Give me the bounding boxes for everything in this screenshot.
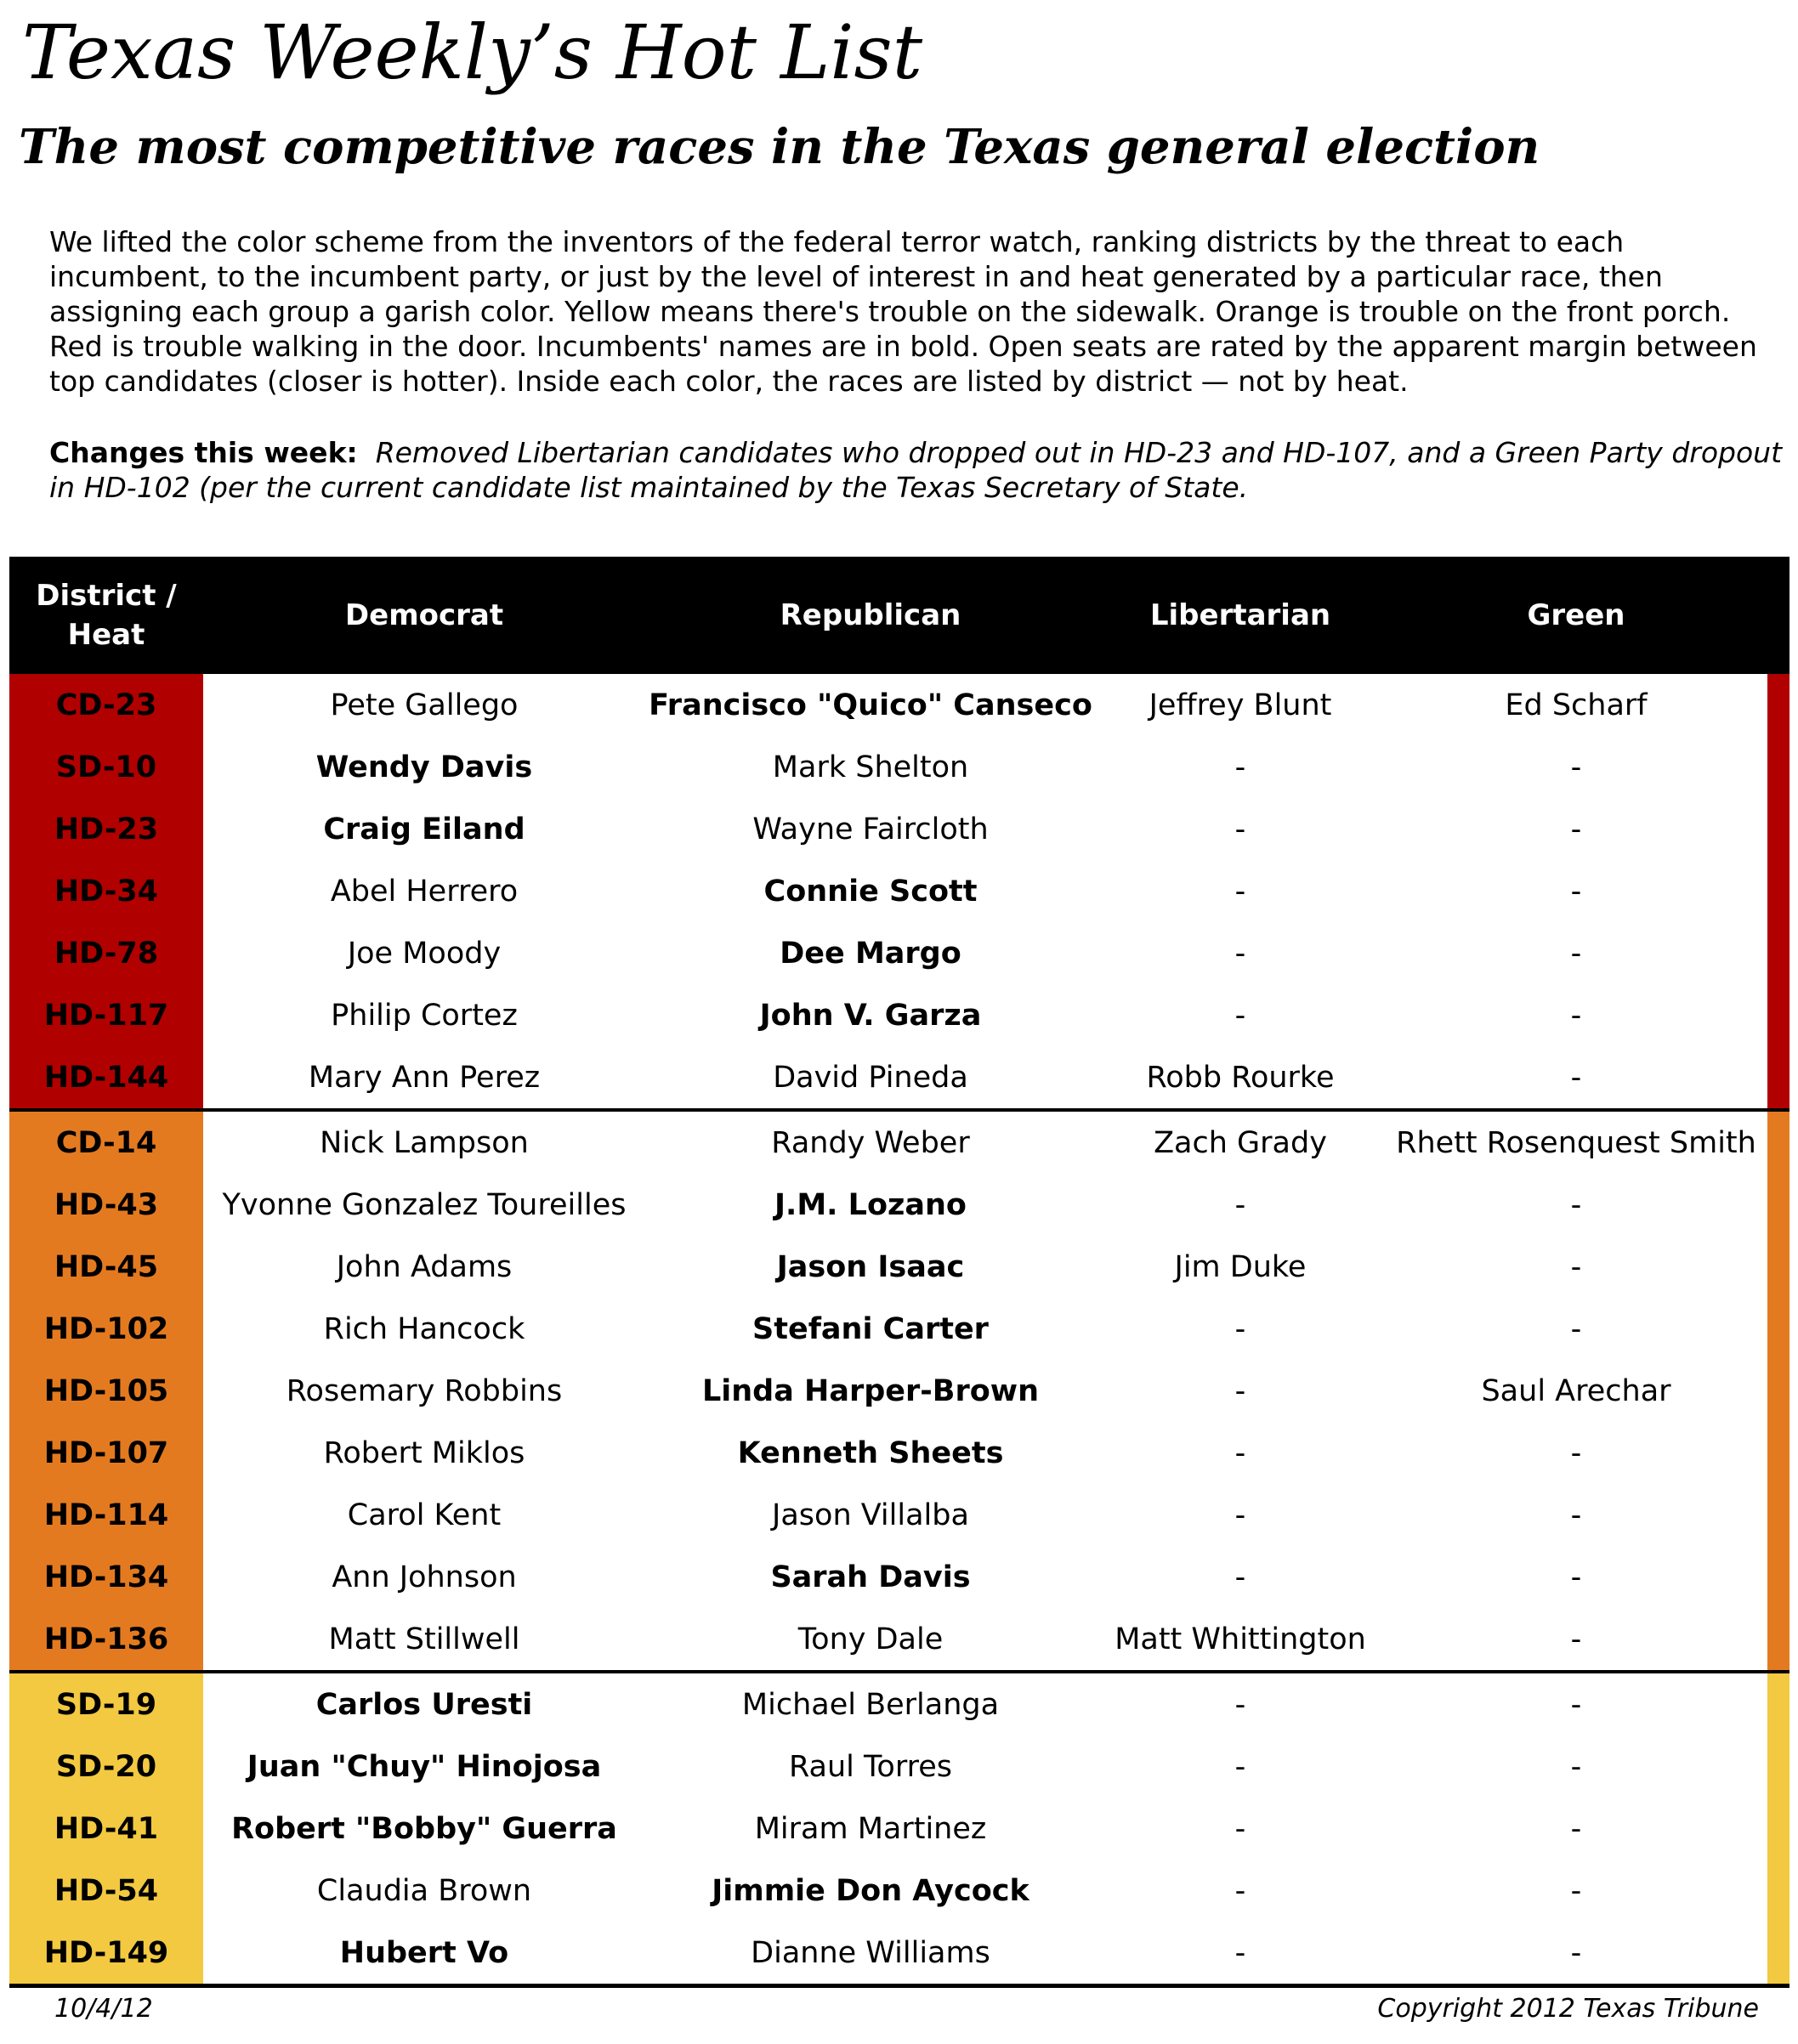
table-row bbox=[9, 1236, 1789, 1298]
district-cell: HD-107 bbox=[9, 1422, 203, 1484]
table-row bbox=[9, 1422, 1789, 1484]
district-cell: HD-144 bbox=[9, 1046, 203, 1110]
republican-candidate: Connie Scott bbox=[763, 874, 978, 909]
heat-color-bar bbox=[1767, 1672, 1789, 1735]
district-cell: HD-78 bbox=[9, 922, 203, 984]
heat-color-bar bbox=[1767, 1422, 1789, 1484]
heat-color-bar bbox=[1767, 1110, 1789, 1174]
green-candidate: - bbox=[1570, 1622, 1582, 1656]
changes-label: Changes this week: bbox=[49, 436, 358, 469]
democrat-candidate: Wendy Davis bbox=[315, 750, 533, 784]
header-green: Green bbox=[1527, 598, 1625, 632]
green-candidate: - bbox=[1570, 1498, 1582, 1532]
green-candidate: - bbox=[1570, 750, 1582, 784]
democrat-candidate: Carlos Uresti bbox=[203, 1672, 645, 1735]
footer-date: 10/4/12 bbox=[54, 1994, 153, 2024]
district-cell: SD-10 bbox=[9, 736, 203, 798]
district-cell: HD-23 bbox=[9, 798, 203, 860]
header-spacer bbox=[1767, 557, 1789, 674]
democrat-candidate: Joe Moody bbox=[347, 936, 502, 971]
district-cell: CD-23 bbox=[9, 674, 203, 736]
libertarian-candidate: - bbox=[1234, 1873, 1246, 1908]
table-row bbox=[9, 1735, 1789, 1798]
libertarian-candidate: Zach Grady bbox=[1096, 1110, 1385, 1174]
libertarian-candidate: - bbox=[1234, 874, 1246, 909]
heat-color-bar bbox=[1767, 1798, 1789, 1860]
republican-candidate: Jason Isaac bbox=[776, 1249, 965, 1284]
heat-color-bar bbox=[1767, 1922, 1789, 1986]
green-candidate: - bbox=[1570, 1249, 1582, 1284]
green-candidate: - bbox=[1570, 1187, 1582, 1222]
democrat-candidate: Carol Kent bbox=[347, 1498, 502, 1532]
heat-color-bar bbox=[1767, 736, 1789, 798]
libertarian-candidate: - bbox=[1096, 1922, 1385, 1986]
green-candidate: - bbox=[1570, 1811, 1582, 1846]
district-cell: HD-54 bbox=[9, 1860, 203, 1922]
district-cell: HD-105 bbox=[9, 1360, 203, 1422]
republican-candidate: Randy Weber bbox=[645, 1110, 1096, 1174]
libertarian-candidate: Jim Duke bbox=[1174, 1249, 1307, 1284]
republican-candidate: J.M. Lozano bbox=[774, 1187, 967, 1222]
libertarian-candidate: - bbox=[1234, 750, 1246, 784]
libertarian-candidate: - bbox=[1234, 936, 1246, 971]
table-header-row bbox=[9, 557, 1789, 674]
republican-candidate: John V. Garza bbox=[759, 998, 982, 1033]
libertarian-candidate: Matt Whittington bbox=[1115, 1622, 1366, 1656]
district-cell: HD-34 bbox=[9, 860, 203, 922]
heat-color-bar bbox=[1767, 1236, 1789, 1298]
table-row bbox=[9, 1046, 1789, 1110]
republican-candidate: Linda Harper-Brown bbox=[701, 1373, 1040, 1408]
libertarian-candidate: Robb Rourke bbox=[1146, 1060, 1335, 1095]
table-body bbox=[9, 674, 1789, 1986]
table-row bbox=[9, 1798, 1789, 1860]
header-district: District / Heat bbox=[36, 579, 177, 652]
republican-candidate: Sarah Davis bbox=[770, 1560, 971, 1594]
district-cell: HD-43 bbox=[9, 1174, 203, 1236]
libertarian-candidate: - bbox=[1234, 1435, 1246, 1470]
heat-color-bar bbox=[1767, 984, 1789, 1046]
green-candidate: - bbox=[1385, 1922, 1767, 1986]
democrat-candidate: John Adams bbox=[336, 1249, 513, 1284]
democrat-candidate: Mary Ann Perez bbox=[308, 1060, 541, 1095]
republican-candidate: Dee Margo bbox=[780, 936, 961, 971]
republican-candidate: Dianne Williams bbox=[645, 1922, 1096, 1986]
table-row bbox=[9, 736, 1789, 798]
libertarian-candidate: - bbox=[1096, 1672, 1385, 1735]
republican-candidate: Francisco "Quico" Canseco bbox=[649, 688, 1092, 722]
democrat-candidate: Rich Hancock bbox=[323, 1311, 525, 1346]
green-candidate: - bbox=[1570, 1873, 1582, 1908]
democrat-candidate: Craig Eiland bbox=[323, 812, 525, 846]
green-candidate: Ed Scharf bbox=[1505, 688, 1648, 722]
libertarian-candidate: - bbox=[1234, 1311, 1246, 1346]
democrat-candidate: Pete Gallego bbox=[330, 688, 519, 722]
democrat-candidate: Nick Lampson bbox=[203, 1110, 645, 1174]
heat-color-bar bbox=[1767, 1608, 1789, 1672]
heat-color-bar bbox=[1767, 1174, 1789, 1236]
changes-paragraph bbox=[49, 435, 1784, 505]
green-candidate: - bbox=[1570, 1435, 1582, 1470]
footer-copyright: Copyright 2012 Texas Tribune bbox=[1377, 1994, 1759, 2024]
table-row bbox=[9, 1922, 1789, 1986]
green-candidate: - bbox=[1570, 1311, 1582, 1346]
green-candidate: - bbox=[1570, 998, 1582, 1033]
democrat-candidate: Juan "Chuy" Hinojosa bbox=[247, 1749, 602, 1784]
table-row bbox=[9, 798, 1789, 860]
header-libertarian: Libertarian bbox=[1149, 598, 1331, 632]
libertarian-candidate: - bbox=[1234, 1498, 1246, 1532]
table-row bbox=[9, 1110, 1789, 1174]
republican-candidate: Jimmie Don Aycock bbox=[712, 1873, 1029, 1908]
heat-color-bar bbox=[1767, 1860, 1789, 1922]
heat-color-bar bbox=[1767, 798, 1789, 860]
democrat-candidate: Yvonne Gonzalez Toureilles bbox=[222, 1187, 627, 1222]
green-candidate: - bbox=[1570, 812, 1582, 846]
district-cell: CD-14 bbox=[9, 1110, 203, 1174]
district-cell: HD-136 bbox=[9, 1608, 203, 1672]
district-cell: HD-149 bbox=[9, 1922, 203, 1986]
heat-color-bar bbox=[1767, 674, 1789, 736]
district-cell: HD-102 bbox=[9, 1298, 203, 1360]
table-row bbox=[9, 1360, 1789, 1422]
democrat-candidate: Robert "Bobby" Guerra bbox=[231, 1811, 617, 1846]
table-row bbox=[9, 922, 1789, 984]
democrat-candidate: Claudia Brown bbox=[316, 1873, 532, 1908]
district-cell: HD-41 bbox=[9, 1798, 203, 1860]
democrat-candidate: Abel Herrero bbox=[330, 874, 519, 909]
libertarian-candidate: Jeffrey Blunt bbox=[1149, 688, 1332, 722]
republican-candidate: Mark Shelton bbox=[772, 750, 969, 784]
green-candidate: - bbox=[1570, 1060, 1582, 1095]
libertarian-candidate: - bbox=[1234, 812, 1246, 846]
page-title: Texas Weekly’s Hot List bbox=[22, 8, 923, 96]
table-row bbox=[9, 1174, 1789, 1236]
heat-color-bar bbox=[1767, 1546, 1789, 1608]
libertarian-candidate: - bbox=[1234, 998, 1246, 1033]
democrat-candidate: Hubert Vo bbox=[203, 1922, 645, 1986]
heat-color-bar bbox=[1767, 1735, 1789, 1798]
democrat-candidate: Matt Stillwell bbox=[328, 1622, 520, 1656]
green-candidate: - bbox=[1570, 1749, 1582, 1784]
heat-color-bar bbox=[1767, 1298, 1789, 1360]
changes-text: Removed Libertarian candidates who dropped out in HD-23 and HD-107, and a Green Party dropout in HD-102 (per the current candidate list maintained by the Texas Secretary of State. bbox=[49, 436, 1783, 504]
hot-list-table bbox=[9, 557, 1789, 1988]
republican-candidate: Miram Martinez bbox=[754, 1811, 987, 1846]
table-row bbox=[9, 984, 1789, 1046]
table-row bbox=[9, 860, 1789, 922]
green-candidate: - bbox=[1570, 874, 1582, 909]
table-row bbox=[9, 1672, 1789, 1735]
district-cell: HD-117 bbox=[9, 984, 203, 1046]
header-democrat: Democrat bbox=[344, 598, 504, 632]
republican-candidate: Wayne Faircloth bbox=[752, 812, 989, 846]
green-candidate: - bbox=[1385, 1672, 1767, 1735]
district-cell: HD-45 bbox=[9, 1236, 203, 1298]
district-cell: HD-134 bbox=[9, 1546, 203, 1608]
democrat-candidate: Ann Johnson bbox=[332, 1560, 517, 1594]
page-subtitle: The most competitive races in the Texas general election bbox=[19, 119, 1540, 175]
green-candidate: - bbox=[1570, 1560, 1582, 1594]
libertarian-candidate: - bbox=[1234, 1749, 1246, 1784]
table-row bbox=[9, 1860, 1789, 1922]
green-candidate: - bbox=[1570, 936, 1582, 971]
heat-color-bar bbox=[1767, 1360, 1789, 1422]
district-cell: SD-20 bbox=[9, 1735, 203, 1798]
libertarian-candidate: - bbox=[1234, 1811, 1246, 1846]
libertarian-candidate: - bbox=[1234, 1560, 1246, 1594]
table-row bbox=[9, 1546, 1789, 1608]
libertarian-candidate: - bbox=[1234, 1373, 1246, 1408]
table-row bbox=[9, 1298, 1789, 1360]
democrat-candidate: Rosemary Robbins bbox=[286, 1373, 563, 1408]
heat-color-bar bbox=[1767, 1484, 1789, 1546]
table-row bbox=[9, 674, 1789, 736]
table-row bbox=[9, 1484, 1789, 1546]
district-cell: HD-114 bbox=[9, 1484, 203, 1546]
republican-candidate: Michael Berlanga bbox=[645, 1672, 1096, 1735]
libertarian-candidate: - bbox=[1234, 1187, 1246, 1222]
table-row bbox=[9, 1608, 1789, 1672]
header-republican: Republican bbox=[780, 598, 961, 632]
heat-color-bar bbox=[1767, 1046, 1789, 1110]
district-cell: SD-19 bbox=[9, 1672, 203, 1735]
heat-color-bar bbox=[1767, 860, 1789, 922]
republican-candidate: Kenneth Sheets bbox=[737, 1435, 1004, 1470]
green-candidate: Saul Arechar bbox=[1481, 1373, 1671, 1408]
republican-candidate: Stefani Carter bbox=[752, 1311, 989, 1346]
republican-candidate: David Pineda bbox=[773, 1060, 968, 1095]
green-candidate: Rhett Rosenquest Smith bbox=[1385, 1110, 1767, 1174]
republican-candidate: Raul Torres bbox=[788, 1749, 953, 1784]
republican-candidate: Tony Dale bbox=[797, 1622, 944, 1656]
heat-color-bar bbox=[1767, 922, 1789, 984]
intro-paragraph: We lifted the color scheme from the inventors of the federal terror watch, ranking districts by the threat to each incumbent, to the incumbent party, or just by the level of interest in and heat generated by a particular race, then assigning each group a garish color. Yellow means there's trouble on the sidewalk. Orange is trouble on the front porch. Red is trouble walking in the door. Incumbents' names are in bold. Open seats are rated by the apparent margin between top candidates (closer is hotter). Inside each color, the races are listed by district — not by heat. bbox=[49, 225, 1757, 398]
democrat-candidate: Philip Cortez bbox=[331, 998, 518, 1033]
republican-candidate: Jason Villalba bbox=[772, 1498, 969, 1532]
democrat-candidate: Robert Miklos bbox=[323, 1435, 525, 1470]
